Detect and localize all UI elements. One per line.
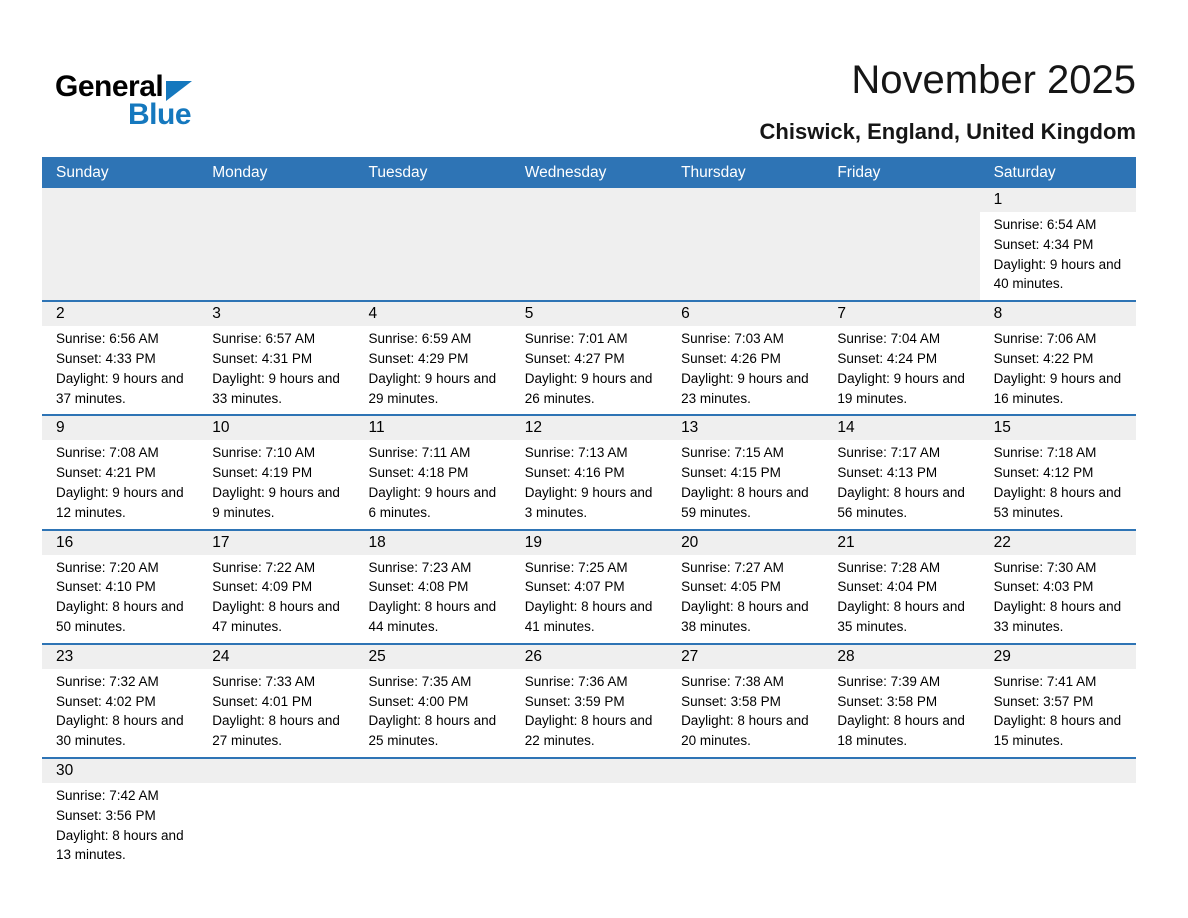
day-number (198, 188, 354, 212)
day-cell-body (823, 440, 979, 528)
logo-text-blue: Blue (128, 98, 192, 131)
daylight-text: Daylight: 8 hours and 22 minutes. (524, 713, 653, 749)
day-number: 2 (42, 302, 198, 326)
calendar-day-cell (667, 416, 823, 528)
sunrise-text: Sunrise: 7:39 AM (837, 673, 941, 689)
sunrise-text: Sunrise: 7:03 AM (681, 331, 784, 347)
calendar-day-cell (980, 302, 1136, 414)
calendar-day-cell (511, 645, 667, 757)
day-number: 5 (511, 302, 667, 326)
day-number: 6 (667, 302, 823, 326)
day-number: 21 (823, 531, 979, 555)
sunset-text: Sunset: 4:02 PM (56, 693, 156, 709)
sunset-text: Sunset: 4:15 PM (681, 465, 781, 481)
day-cell-body (980, 669, 1136, 757)
sunrise-text: Sunrise: 6:59 AM (368, 331, 472, 347)
weekday-header-thursday: Thursday (681, 163, 746, 181)
calendar-empty-cell (511, 759, 667, 871)
calendar-day-cell (511, 302, 667, 414)
calendar-grid (42, 188, 1136, 871)
sunset-text: Sunset: 4:09 PM (212, 579, 313, 595)
day-cell-body (980, 326, 1136, 414)
day-number (980, 759, 1136, 783)
calendar-day-cell (355, 531, 511, 643)
day-cell-body (511, 555, 667, 643)
sunrise-text: Sunrise: 6:56 AM (56, 331, 159, 347)
monthly-calendar (42, 157, 1136, 871)
daylight-text: Daylight: 8 hours and 20 minutes. (681, 713, 809, 749)
daylight-text: Daylight: 8 hours and 27 minutes. (212, 713, 340, 749)
week-row (42, 414, 1136, 528)
day-cell-body (667, 555, 823, 643)
sunset-text: Sunset: 3:58 PM (681, 693, 781, 709)
sunrise-text: Sunrise: 7:17 AM (837, 445, 941, 461)
day-cell-body (42, 669, 198, 757)
day-number: 4 (355, 302, 511, 326)
day-number: 19 (511, 531, 667, 555)
sunrise-text: Sunrise: 7:22 AM (212, 559, 316, 575)
day-number (511, 188, 667, 212)
sunrise-text: Sunrise: 7:38 AM (681, 673, 784, 689)
daylight-text: Daylight: 9 hours and 33 minutes. (212, 370, 340, 406)
day-number: 30 (42, 759, 198, 783)
general-blue-logo (55, 72, 192, 130)
daylight-text: Daylight: 8 hours and 15 minutes. (993, 713, 1122, 749)
sunrise-text: Sunrise: 7:25 AM (524, 559, 628, 575)
calendar-empty-cell (355, 759, 511, 871)
calendar-empty-cell (667, 759, 823, 871)
calendar-day-cell (980, 645, 1136, 757)
day-number: 12 (511, 416, 667, 440)
day-cell-body (355, 440, 511, 528)
weekday-header-friday: Friday (837, 163, 881, 181)
day-number: 15 (980, 416, 1136, 440)
day-number: 22 (980, 531, 1136, 555)
calendar-empty-cell (823, 759, 979, 871)
day-cell-body (667, 440, 823, 528)
day-number: 1 (980, 188, 1136, 212)
day-number (355, 188, 511, 212)
day-cell-body (980, 440, 1136, 528)
day-number: 17 (198, 531, 354, 555)
calendar-day-cell (198, 416, 354, 528)
sunset-text: Sunset: 4:33 PM (56, 350, 156, 366)
calendar-day-cell (42, 531, 198, 643)
sunrise-text: Sunrise: 6:57 AM (212, 331, 316, 347)
calendar-day-cell (355, 302, 511, 414)
logo-text-general: General (55, 70, 164, 103)
sunset-text: Sunset: 3:56 PM (56, 807, 156, 823)
daylight-text: Daylight: 9 hours and 12 minutes. (56, 484, 184, 520)
sunrise-text: Sunrise: 7:41 AM (993, 673, 1097, 689)
sunrise-text: Sunrise: 7:04 AM (837, 331, 941, 347)
sunrise-text: Sunrise: 7:28 AM (837, 559, 941, 575)
sunrise-text: Sunrise: 7:35 AM (368, 673, 472, 689)
day-number: 26 (511, 645, 667, 669)
day-cell-body (198, 440, 354, 528)
sunrise-text: Sunrise: 7:42 AM (56, 787, 159, 803)
daylight-text: Daylight: 8 hours and 18 minutes. (837, 713, 965, 749)
sunset-text: Sunset: 4:29 PM (368, 350, 469, 366)
day-number (355, 759, 511, 783)
calendar-day-cell (667, 302, 823, 414)
day-cell-body (823, 669, 979, 757)
calendar-day-cell (42, 416, 198, 528)
week-row (42, 643, 1136, 757)
sunset-text: Sunset: 3:59 PM (524, 693, 625, 709)
sunrise-text: Sunrise: 7:11 AM (368, 445, 471, 461)
week-row (42, 188, 1136, 300)
weekday-header-sunday: Sunday (56, 163, 109, 181)
sunrise-text: Sunrise: 7:06 AM (993, 331, 1097, 347)
calendar-empty-cell (667, 188, 823, 300)
day-cell-body (42, 783, 198, 871)
sunset-text: Sunset: 4:01 PM (212, 693, 313, 709)
day-number: 29 (980, 645, 1136, 669)
day-number: 20 (667, 531, 823, 555)
page-title: November 2025 (851, 58, 1136, 102)
day-cell-body (511, 669, 667, 757)
sunrise-text: Sunrise: 7:32 AM (56, 673, 159, 689)
sunrise-text: Sunrise: 7:10 AM (212, 445, 316, 461)
day-number (667, 188, 823, 212)
sunset-text: Sunset: 4:26 PM (681, 350, 781, 366)
day-cell-body (667, 669, 823, 757)
daylight-text: Daylight: 9 hours and 19 minutes. (837, 370, 965, 406)
calendar-empty-cell (198, 759, 354, 871)
sunrise-text: Sunrise: 7:01 AM (524, 331, 628, 347)
weekday-header-wednesday: Wednesday (524, 163, 607, 181)
daylight-text: Daylight: 8 hours and 41 minutes. (524, 599, 653, 634)
weekday-header-saturday: Saturday (993, 163, 1056, 181)
weekday-header-monday: Monday (212, 163, 268, 181)
sunset-text: Sunset: 4:21 PM (56, 465, 156, 481)
calendar-day-cell (198, 531, 354, 643)
day-number: 9 (42, 416, 198, 440)
day-cell-body (355, 326, 511, 414)
week-row (42, 529, 1136, 643)
daylight-text: Daylight: 9 hours and 26 minutes. (524, 370, 653, 406)
sunset-text: Sunset: 4:22 PM (993, 350, 1094, 366)
daylight-text: Daylight: 9 hours and 16 minutes. (993, 370, 1122, 406)
sunrise-text: Sunrise: 7:30 AM (993, 559, 1097, 575)
daylight-text: Daylight: 8 hours and 47 minutes. (212, 599, 340, 634)
page-subtitle: Chiswick, England, United Kingdom (759, 119, 1136, 144)
calendar-empty-cell (198, 188, 354, 300)
calendar-day-cell (823, 302, 979, 414)
sunrise-text: Sunrise: 7:33 AM (212, 673, 316, 689)
day-cell-body (511, 326, 667, 414)
day-number: 25 (355, 645, 511, 669)
sunset-text: Sunset: 4:31 PM (212, 350, 313, 366)
daylight-text: Daylight: 8 hours and 44 minutes. (368, 599, 497, 634)
daylight-text: Daylight: 8 hours and 25 minutes. (368, 713, 497, 749)
sunset-text: Sunset: 4:13 PM (837, 465, 938, 481)
day-number (823, 188, 979, 212)
daylight-text: Daylight: 8 hours and 38 minutes. (681, 599, 809, 634)
daylight-text: Daylight: 9 hours and 37 minutes. (56, 370, 184, 406)
day-number: 27 (667, 645, 823, 669)
daylight-text: Daylight: 8 hours and 35 minutes. (837, 599, 965, 634)
day-number: 14 (823, 416, 979, 440)
sunrise-text: Sunrise: 7:13 AM (524, 445, 628, 461)
sunset-text: Sunset: 4:08 PM (368, 579, 469, 595)
calendar-day-cell (198, 645, 354, 757)
sunrise-text: Sunrise: 7:18 AM (993, 445, 1097, 461)
sunrise-text: Sunrise: 7:27 AM (681, 559, 784, 575)
sunset-text: Sunset: 4:19 PM (212, 465, 313, 481)
day-number (198, 759, 354, 783)
day-cell-body (42, 326, 198, 414)
sunset-text: Sunset: 4:03 PM (993, 579, 1094, 595)
calendar-empty-cell (511, 188, 667, 300)
day-number: 24 (198, 645, 354, 669)
sunset-text: Sunset: 4:34 PM (993, 236, 1094, 252)
daylight-text: Daylight: 8 hours and 59 minutes. (681, 484, 809, 520)
daylight-text: Daylight: 9 hours and 29 minutes. (368, 370, 497, 406)
day-cell-body (667, 326, 823, 414)
sunset-text: Sunset: 4:24 PM (837, 350, 938, 366)
day-number: 3 (198, 302, 354, 326)
daylight-text: Daylight: 8 hours and 56 minutes. (837, 484, 965, 520)
day-cell-body (42, 440, 198, 528)
calendar-day-cell (355, 416, 511, 528)
calendar-day-cell (511, 416, 667, 528)
calendar-day-cell (42, 302, 198, 414)
daylight-text: Daylight: 8 hours and 33 minutes. (993, 599, 1122, 634)
daylight-text: Daylight: 9 hours and 9 minutes. (212, 484, 340, 520)
sunrise-text: Sunrise: 7:15 AM (681, 445, 784, 461)
week-row (42, 757, 1136, 871)
day-number (667, 759, 823, 783)
sunset-text: Sunset: 4:12 PM (993, 465, 1094, 481)
day-number (511, 759, 667, 783)
calendar-day-cell (823, 645, 979, 757)
daylight-text: Daylight: 8 hours and 13 minutes. (56, 827, 184, 863)
calendar-header (760, 58, 1136, 145)
sunset-text: Sunset: 4:16 PM (524, 465, 625, 481)
day-number: 23 (42, 645, 198, 669)
day-number: 18 (355, 531, 511, 555)
calendar-day-cell (980, 531, 1136, 643)
sunset-text: Sunset: 3:57 PM (993, 693, 1094, 709)
daylight-text: Daylight: 8 hours and 30 minutes. (56, 713, 184, 749)
sunrise-text: Sunrise: 7:08 AM (56, 445, 159, 461)
calendar-day-cell (823, 416, 979, 528)
calendar-empty-cell (355, 188, 511, 300)
day-cell-body (980, 212, 1136, 300)
calendar-empty-cell (980, 759, 1136, 871)
day-number: 28 (823, 645, 979, 669)
daylight-text: Daylight: 9 hours and 40 minutes. (993, 256, 1122, 292)
daylight-text: Daylight: 9 hours and 23 minutes. (681, 370, 809, 406)
day-cell-body (198, 326, 354, 414)
calendar-day-cell (667, 645, 823, 757)
calendar-day-cell (42, 645, 198, 757)
day-number: 11 (355, 416, 511, 440)
day-cell-body (980, 555, 1136, 643)
day-number: 13 (667, 416, 823, 440)
calendar-day-cell (355, 645, 511, 757)
sunset-text: Sunset: 3:58 PM (837, 693, 938, 709)
day-number (42, 188, 198, 212)
day-number: 16 (42, 531, 198, 555)
daylight-text: Daylight: 8 hours and 53 minutes. (993, 484, 1122, 520)
day-number: 10 (198, 416, 354, 440)
day-cell-body (823, 326, 979, 414)
calendar-empty-cell (823, 188, 979, 300)
calendar-day-cell (980, 188, 1136, 300)
daylight-text: Daylight: 9 hours and 3 minutes. (524, 484, 653, 520)
sunset-text: Sunset: 4:07 PM (524, 579, 625, 595)
calendar-day-cell (823, 531, 979, 643)
calendar-day-cell (980, 416, 1136, 528)
sunset-text: Sunset: 4:00 PM (368, 693, 469, 709)
day-number: 7 (823, 302, 979, 326)
sunset-text: Sunset: 4:10 PM (56, 579, 156, 595)
day-number: 8 (980, 302, 1136, 326)
sunset-text: Sunset: 4:27 PM (524, 350, 625, 366)
sunrise-text: Sunrise: 6:54 AM (993, 217, 1097, 232)
day-cell-body (355, 555, 511, 643)
day-cell-body (198, 555, 354, 643)
weekday-header-tuesday: Tuesday (368, 163, 428, 181)
sunset-text: Sunset: 4:04 PM (837, 579, 938, 595)
week-row (42, 300, 1136, 414)
day-number (823, 759, 979, 783)
sunrise-text: Sunrise: 7:20 AM (56, 559, 159, 575)
sunrise-text: Sunrise: 7:23 AM (368, 559, 472, 575)
day-cell-body (198, 669, 354, 757)
sunrise-text: Sunrise: 7:36 AM (524, 673, 628, 689)
sunset-text: Sunset: 4:05 PM (681, 579, 781, 595)
calendar-day-cell (667, 531, 823, 643)
sunset-text: Sunset: 4:18 PM (368, 465, 469, 481)
calendar-day-cell (42, 759, 198, 871)
day-cell-body (355, 669, 511, 757)
calendar-empty-cell (42, 188, 198, 300)
day-cell-body (823, 555, 979, 643)
daylight-text: Daylight: 8 hours and 50 minutes. (56, 599, 184, 634)
daylight-text: Daylight: 9 hours and 6 minutes. (368, 484, 497, 520)
day-cell-body (511, 440, 667, 528)
day-cell-body (42, 555, 198, 643)
calendar-day-cell (198, 302, 354, 414)
calendar-day-cell (511, 531, 667, 643)
weekday-header-row (42, 157, 1136, 188)
